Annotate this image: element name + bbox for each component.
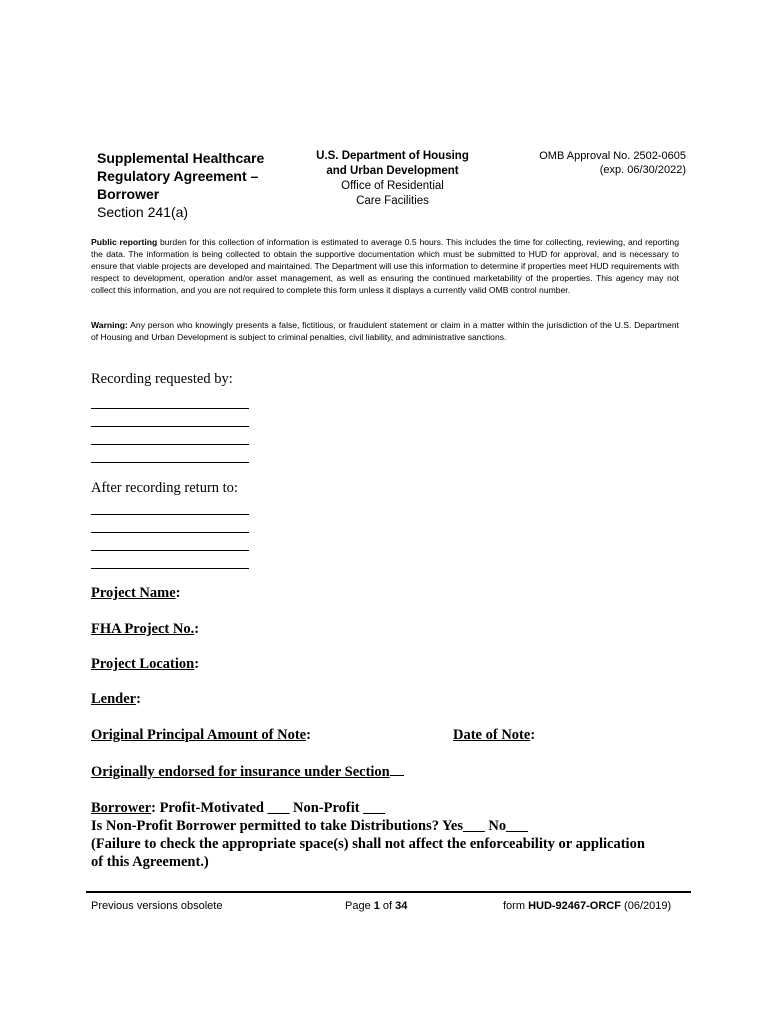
public-reporting-text: burden for this collection of information is estimated to average 0.5 hours. This includes the time for collecting, reviewing, and reporting the data. The information is being collected to obtain the supportive documentation which must be submitted to HUD for approval, and is necessary to ensure that viable projects are developed and maintained. The Department will use this information to determine if properties meet HUD requirements with respect to development, operation and/or asset management, as well as ensuring the continued marketability of the properties. This agency may not collect this information, and you are not required to complete this form unless it displays a currently valid OMB control number. [91, 237, 679, 295]
lender-field: Lender: [91, 691, 141, 707]
omb-block [500, 149, 686, 177]
original-principal-field: Original Principal Amount of Note: [91, 727, 311, 743]
agency-line-2: and Urban Development [326, 165, 459, 177]
requested-by-line-4[interactable] [91, 462, 249, 463]
public-reporting-notice [91, 236, 679, 296]
agency-block [300, 149, 485, 209]
form-date: (06/2019) [620, 900, 672, 912]
return-to-line-1[interactable] [91, 514, 249, 515]
footer-page-number: Page 1 of 34 [345, 900, 408, 912]
fha-project-no-field: FHA Project No.: [91, 621, 200, 637]
originally-endorsed-field [91, 763, 404, 781]
date-of-note-field: Date of Note: [453, 727, 536, 743]
distributions-question: Is Non-Profit Borrower permitted to take Distributions? Yes___ No___ [91, 818, 528, 834]
public-reporting-label: Public reporting [91, 237, 158, 247]
page-total: 34 [395, 900, 408, 912]
title-line-2: Regulatory Agreement – [97, 168, 259, 184]
footer-form-id: form HUD-92467-ORCF (06/2019) [503, 900, 672, 912]
original-principal-label: Original Principal Amount of Note [91, 727, 307, 743]
requested-by-line-3[interactable] [91, 444, 249, 445]
form-title [97, 149, 297, 221]
footer-rule [86, 891, 691, 893]
fha-project-no-label: FHA Project No. [91, 621, 195, 637]
requested-by-line-1[interactable] [91, 408, 249, 409]
section-blank[interactable] [390, 763, 404, 776]
failure-note-line-2: of this Agreement.) [91, 854, 209, 870]
date-of-note-label: Date of Note [453, 727, 531, 743]
title-line-1: Supplemental Healthcare [97, 150, 265, 166]
warning-text: Any person who knowingly presents a false, fictitious, or fraudulent statement or claim in a matter within the jurisdiction of the U.S. Department of Housing and Urban Development is subject to criminal penalties, civil liability, and administrative sanctions. [91, 320, 679, 342]
borrower-options: : Profit-Motivated ___ Non-Profit ___ [151, 800, 385, 816]
warning-notice [91, 319, 679, 343]
recording-requested-by-label: Recording requested by: [91, 371, 233, 387]
project-name-field: Project Name: [91, 585, 181, 601]
page-current: 1 [373, 900, 380, 912]
footer-obsolete-note: Previous versions obsolete [91, 900, 223, 912]
project-location-label: Project Location [91, 656, 195, 672]
return-to-line-3[interactable] [91, 550, 249, 551]
office-line-2: Care Facilities [356, 195, 429, 207]
return-to-label: After recording return to: [91, 480, 238, 496]
omb-approval: OMB Approval No. 2502-0605 [539, 150, 686, 162]
requested-by-line-2[interactable] [91, 426, 249, 427]
borrower-label: Borrower [91, 800, 152, 816]
title-line-3: Borrower [97, 186, 160, 202]
title-section: Section 241(a) [97, 204, 189, 220]
form-number: HUD-92467-ORCF [528, 900, 621, 912]
originally-endorsed-label: Originally endorsed for insurance under Section [91, 764, 390, 780]
failure-note-line-1: (Failure to check the appropriate space(s) shall not affect the enforceability or application [91, 836, 645, 852]
return-to-line-4[interactable] [91, 568, 249, 569]
warning-label: Warning: [91, 320, 128, 330]
project-name-label: Project Name [91, 585, 176, 601]
lender-label: Lender [91, 691, 137, 707]
return-to-line-2[interactable] [91, 532, 249, 533]
office-line-1: Office of Residential [341, 180, 444, 192]
borrower-line [91, 799, 691, 817]
project-location-field: Project Location: [91, 656, 200, 672]
omb-expiration: (exp. 06/30/2022) [599, 164, 686, 176]
agency-line-1: U.S. Department of Housing [316, 150, 469, 162]
